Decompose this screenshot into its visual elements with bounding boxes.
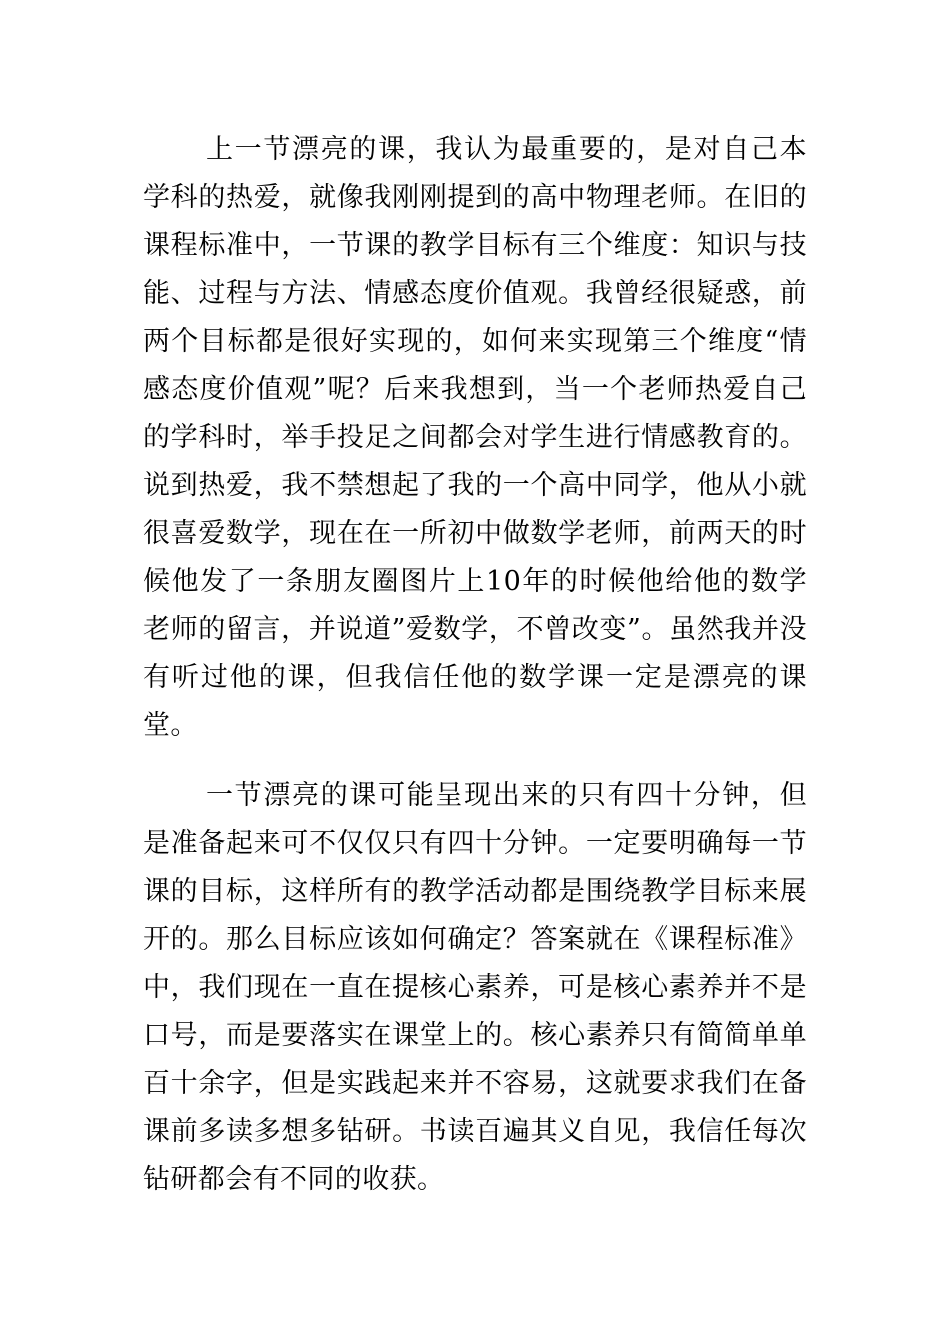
- paragraph-lesson-preparation-goals: 一节漂亮的课可能呈现出来的只有四十分钟，但是准备起来可不仅仅只有四十分钟。一定要明确每一节课的目标，这样所有的教学活动都是围绕教学目标来展开的。那么目标应该如何确定？答案就在《课程标准》中，我们现在一直在提核心素养，可是核心素养并不是口号，而是要落实在课堂上的。核心素养只有简简单单百十余字，但是实践起来并不容易，这就要求我们在备课前多读多想多钻研。书读百遍其义自见，我信任每次钻研都会有不同的收获。: [143, 780, 807, 1195]
- paragraph-beautiful-lesson-love-of-subject: 上一节漂亮的课，我认为最重要的，是对自己本学科的热爱，就像我刚刚提到的高中物理老师。在旧的课程标准中，一节课的教学目标有三个维度：知识与技能、过程与方法、情感态度价值观。我曾经很疑惑，前两个目标都是很好实现的，如何来实现第三个维度“情感态度价值观”呢？后来我想到，当一个老师热爱自己的学科时，举手投足之间都会对学生进行情感教育的。说到热爱，我不禁想起了我的一个高中同学，他从小就很喜爱数学，现在在一所初中做数学老师，前两天的时候他发了一条朋友圈图片上10年的时候他给他的数学老师的留言，并说道”爱数学，不曾改变”。虽然我并没有听过他的课，但我信任他的数学课一定是漂亮的课堂。: [143, 134, 807, 741]
